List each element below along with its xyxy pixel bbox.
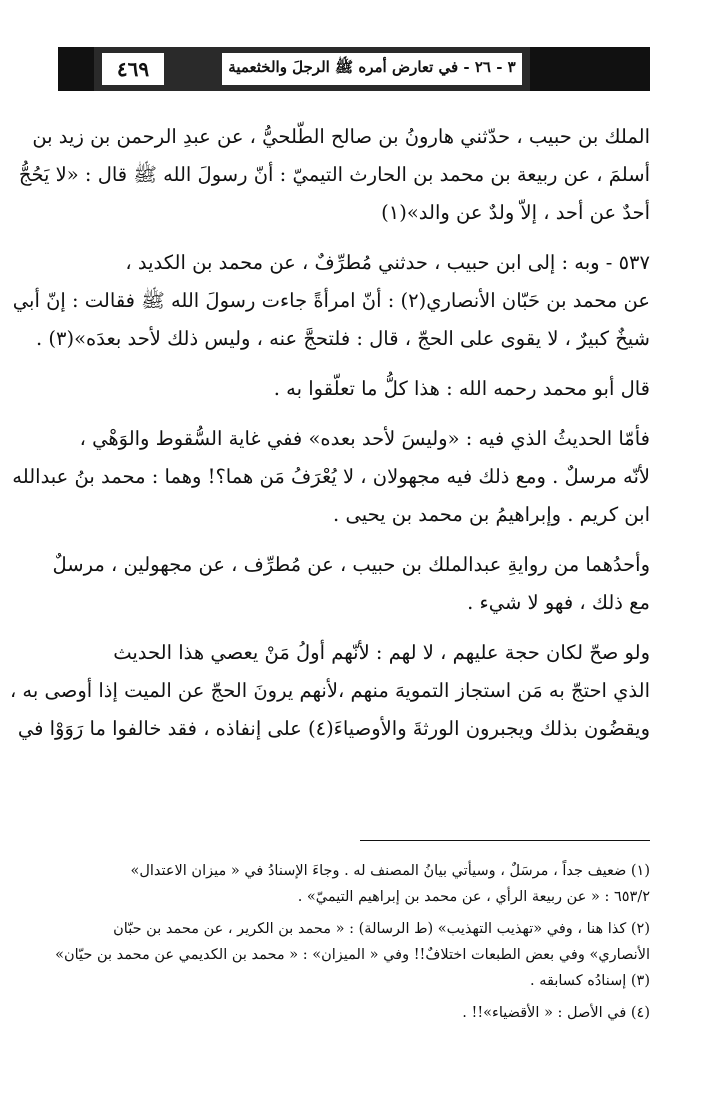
paragraph-3 bbox=[58, 370, 650, 408]
header-shade-right bbox=[530, 47, 650, 91]
text-line: الذي احتجّ به مَن استجاز التمويهَ منهم ،لأنهم يرونَ الحجّ عن الميت إذا أوصى به ، bbox=[9, 679, 650, 702]
footnote-line: الأنصاري» وفي بعض الطبعات اختلافٌ!! وفي « الميزان» : « محمد بن الكديمي عن محمد بن حيّان» bbox=[55, 947, 650, 963]
text-line: ولو صحّ لكان حجة عليهم ، لا لهم : لأنّهم أولُ مَنْ يعصي هذا الحديث bbox=[113, 641, 650, 664]
footnote-line: (٤) في الأصل : « الأقضياء»!! . bbox=[462, 1005, 650, 1021]
footnote-line: (٢) كذا هنا ، وفي «تهذيب التهذيب» (ط الرسالة) : « محمد بن الكرير ، عن محمد بن حبّان bbox=[113, 921, 650, 937]
page-header bbox=[58, 43, 650, 95]
text-line: مع ذلك ، فهو لا شيء . bbox=[467, 591, 650, 614]
text-line: قال أبو محمد رحمه الله : هذا كلُّ ما تعلّقوا به . bbox=[273, 377, 650, 400]
footnote-4 bbox=[58, 1000, 650, 1026]
paragraph-4 bbox=[12, 420, 650, 534]
paragraph-1 bbox=[18, 118, 650, 232]
footnote-3 bbox=[58, 968, 650, 994]
footnotes bbox=[55, 858, 650, 1026]
footnote-line: (٣) إسنادُه كسابقه . bbox=[530, 973, 650, 989]
running-head: ٣ - ٢٦ - في تعارض أمره ﷺ الرجلَ والخثعمية bbox=[222, 53, 522, 85]
page-number: ٤٦٩ bbox=[102, 53, 164, 85]
footnote-2 bbox=[55, 916, 650, 968]
text-line: ٥٣٧ - وبه : إلى ابن حبيب ، حدثني مُطرِّفٌ ، عن محمد بن الكديد ، bbox=[125, 251, 650, 274]
footnote-1 bbox=[58, 858, 650, 910]
text-line: الملك بن حبيب ، حدّثني هارونُ بن صالح الطّلحيُّ ، عن عبدِ الرحمن بن زيد بن bbox=[32, 125, 650, 148]
paragraph-5 bbox=[52, 546, 650, 622]
header-shade-left bbox=[58, 47, 94, 91]
footnote-line: ٦٥٣/٢ : « عن ربيعة الرأي ، عن محمد بن إبراهيم التيميّ» . bbox=[297, 889, 650, 905]
hadith-537 bbox=[12, 244, 650, 358]
footnote-line: (١) ضعيف جداً ، مرسَلٌ ، وسيأتي بيانُ المصنف له . وجاءَ الإسنادُ في « ميزان الاعتدال» bbox=[130, 863, 650, 879]
main-text bbox=[9, 118, 650, 748]
text-line: أحدٌ عن أحد ، إلاّ ولدٌ عن والد»(١) bbox=[381, 201, 650, 224]
text-line: شيخٌ كبيرٌ ، لا يقوى على الحجّ ، قال : فلتحجَّ عنه ، وليس ذلك لأحد بعدَه»(٣) . bbox=[35, 327, 650, 350]
footnote-divider bbox=[360, 840, 650, 841]
text-line: أسلمَ ، عن ربيعة بن محمد بن الحارث التيميّ : أنّ رسولَ الله ﷺ قال : «لا يَحُجُّ bbox=[18, 163, 650, 186]
text-line: عن محمد بن حَبّان الأنصاري(٢) : أنّ امرأةً جاءت رسولَ الله ﷺ فقالت : إنّ أبي bbox=[12, 289, 650, 312]
text-line: ويقضُون بذلك ويجبرون الورثةَ والأوصياءَ(٤) على إنفاذه ، فقد خالفوا ما رَوَوْا في bbox=[17, 717, 650, 740]
text-line: وأحدُهما من روايةِ عبدالملك بن حبيب ، عن مُطرِّف ، عن مجهولين ، مرسلٌ bbox=[52, 553, 650, 576]
text-line: فأمّا الحديثُ الذي فيه : «وليسَ لأحد بعده» ففي غاية السُّقوط والوَهْي ، bbox=[79, 427, 650, 450]
text-line: ابن كريم . وإبراهيمُ بن محمد بن يحيى . bbox=[333, 503, 650, 526]
paragraph-6 bbox=[9, 634, 650, 748]
text-line: لأنّه مرسلٌ . ومع ذلك فيه مجهولان ، لا يُعْرَفُ مَن هما؟! وهما : محمد بنُ عبدالله bbox=[12, 465, 650, 488]
